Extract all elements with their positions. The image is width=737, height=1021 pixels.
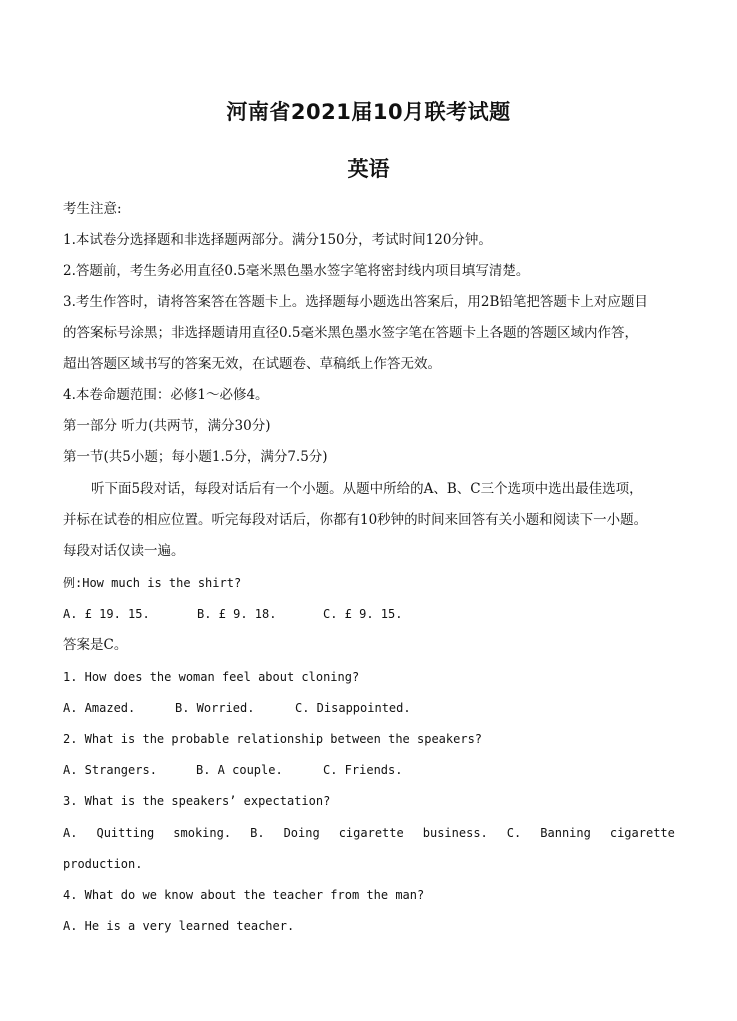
option-word: cigarette [609,826,675,840]
option-word: C. [506,826,522,840]
notice-item: 的答案标号涂黑；非选择题请用直径0.5毫米黑色墨水签字笔在答题卡上各题的答题区域内作答， [63,325,638,341]
option-a: A. Amazed. [63,701,136,715]
option-b: B. £ 9. 18. [197,607,277,621]
question-2-options [63,760,675,780]
option-b: B. Worried. [175,701,255,715]
instruction-line: 并标在试卷的相应位置。听完每段对话后，你都有10秒钟的时间来回答有关小题和阅读下一小题。 [63,512,648,528]
question-1: 1. How does the woman feel about cloning? [63,670,360,684]
option-a: A. Strangers. [63,763,157,777]
option-c: C. Disappointed. [295,701,411,715]
option-word: smoking. [173,826,232,840]
notice-item: 2.答题前，考生务必用直径0.5毫米黑色墨水签字笔将密封线内项目填写清楚。 [63,263,530,279]
notice-item: 超出答题区域书写的答案无效，在试题卷、草稿纸上作答无效。 [63,356,441,372]
option-c: C. £ 9. 15. [323,607,403,621]
exam-title: 河南省2021届10月联考试题 [226,100,511,124]
example-answer: 答案是C。 [63,637,128,653]
example-options [63,604,675,624]
instruction-line: 每段对话仅读一遍。 [63,543,185,559]
question-3: 3. What is the speakers’ expectation? [63,794,331,808]
option-word: Quitting [96,826,155,840]
question-3-options [63,823,675,843]
option-c: C. Friends. [323,763,403,777]
example-question: 例:How much is the shirt? [63,576,242,590]
notice-item: 1.本试卷分选择题和非选择题两部分。满分150分，考试时间120分钟。 [63,232,492,248]
question-4: 4. What do we know about the teacher from the man? [63,888,425,902]
notice-item: 3.考生作答时，请将答案答在答题卡上。选择题每小题选出答案后，用2B铅笔把答题卡上对应题目 [63,294,648,310]
option-word: Doing [283,826,320,840]
notice-heading: 考生注意: [63,201,122,217]
section-heading: 第一节(共5小题；每小题1.5分，满分7.5分) [63,449,328,465]
option-word: B. [250,826,265,840]
option-word: Banning [540,826,591,840]
option-word: A. [63,826,78,840]
question-3-options-continued: production. [63,857,143,871]
instruction-line: 听下面5段对话，每段对话后有一个小题。从题中所给的A、B、C三个选项中选出最佳选项， [91,481,643,497]
option-a: A. £ 19. 15. [63,607,150,621]
option-word: business. [422,826,488,840]
part-heading: 第一部分 听力(共两节，满分30分) [63,418,271,434]
question-1-options [63,698,675,718]
subject-title: 英语 [347,157,390,181]
option-b: B. A couple. [196,763,283,777]
option-word: cigarette [338,826,404,840]
notice-item: 4.本卷命题范围：必修1～必修4。 [63,387,269,403]
question-2: 2. What is the probable relationship between the speakers? [63,732,483,746]
question-4-option-a: A. He is a very learned teacher. [63,919,295,933]
